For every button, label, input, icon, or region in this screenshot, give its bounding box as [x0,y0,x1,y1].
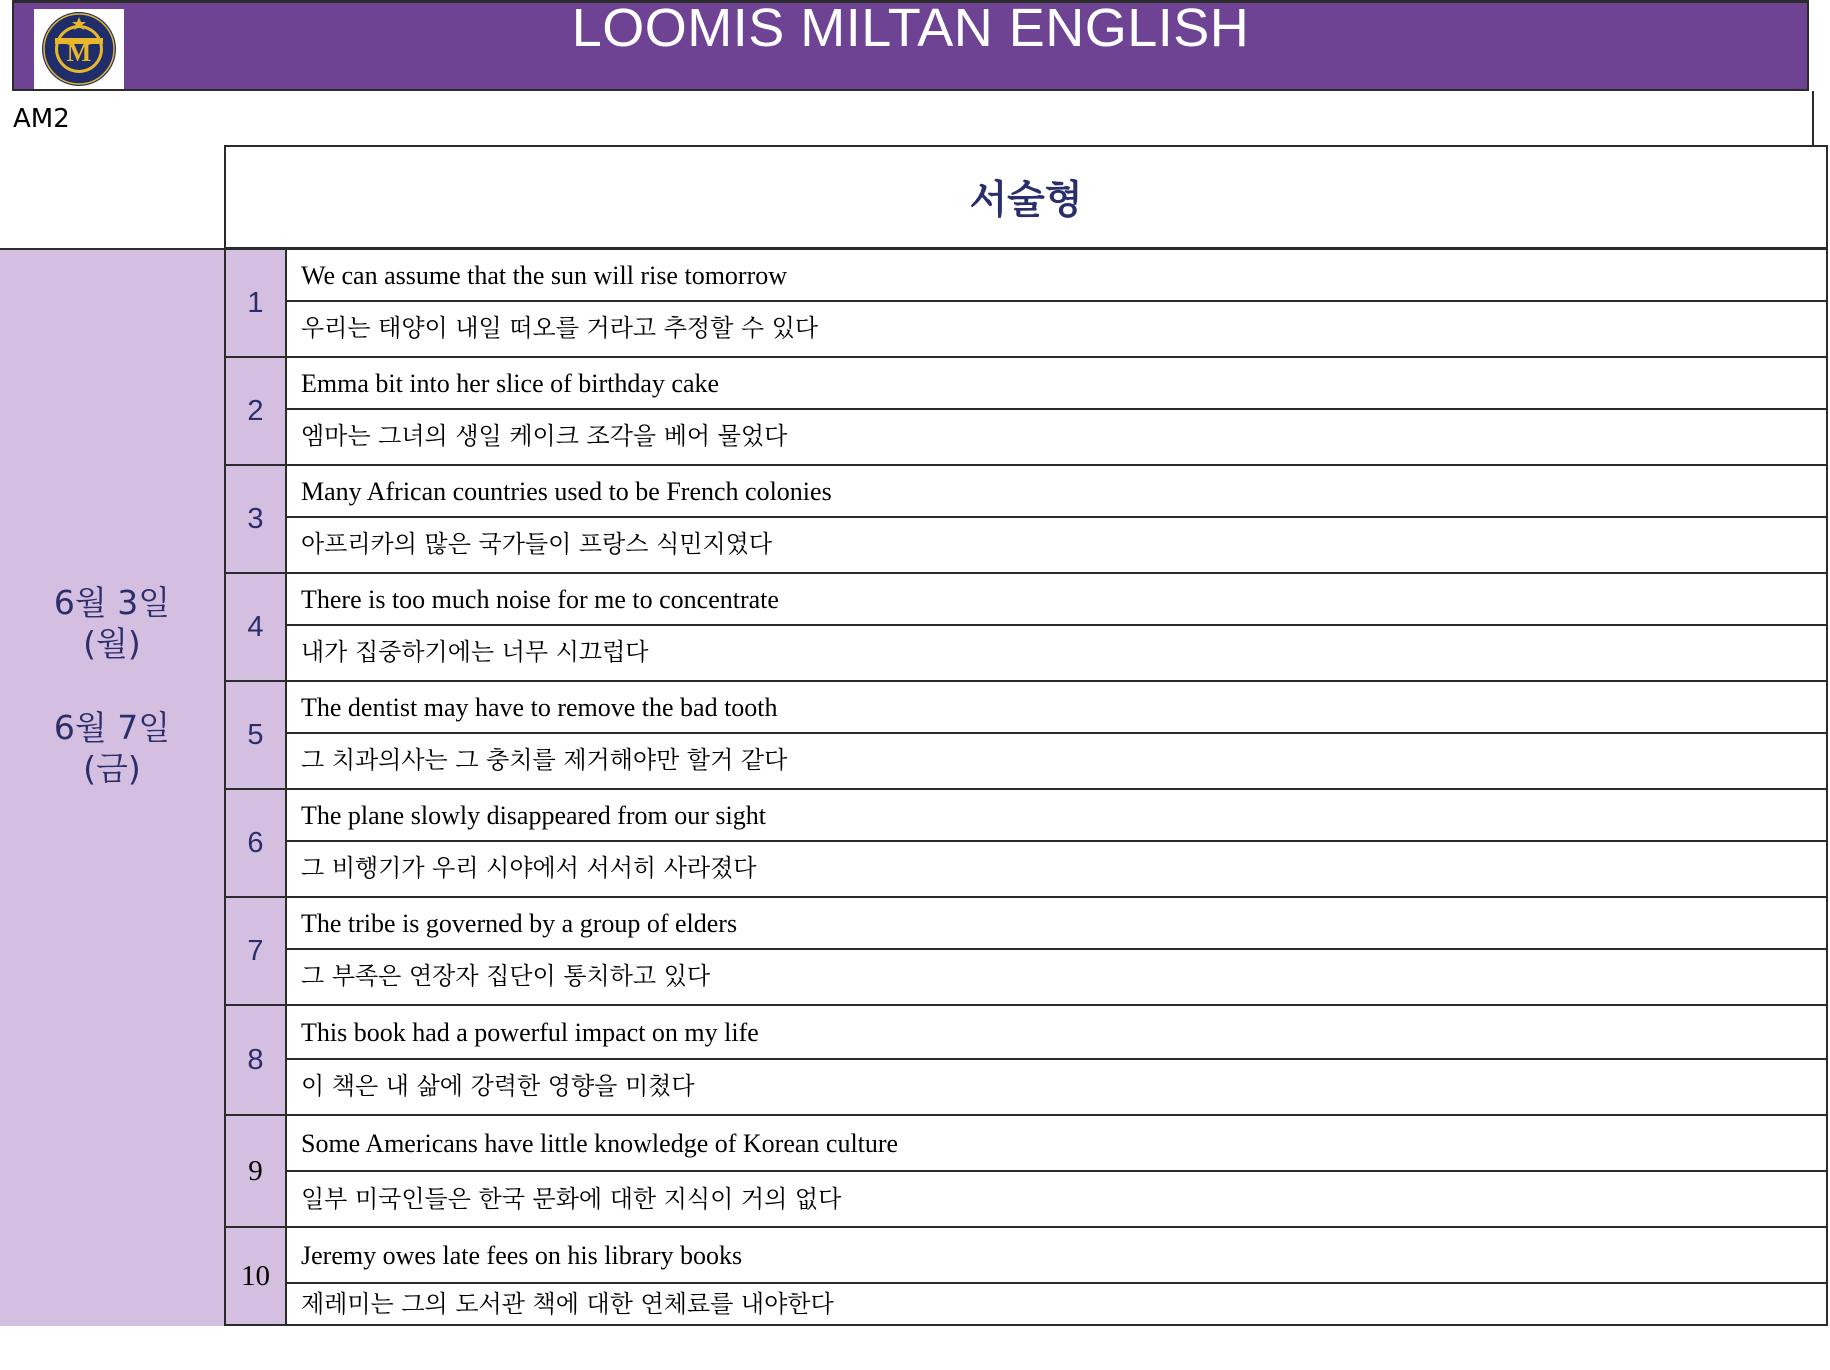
date-start [0,582,224,664]
korean-translation: 우리는 태양이 내일 떠오를 거라고 추정할 수 있다 [301,314,819,342]
item-number: 9 [226,1116,287,1226]
table-row [226,1228,1826,1324]
date-start-weekday: (월) [83,624,141,663]
korean-translation: 아프리카의 많은 국가들이 프랑스 식민지였다 [301,530,773,558]
table-row [226,1006,1826,1116]
header-band [12,0,1809,91]
date-start-day: 6월 3일 [53,583,171,622]
korean-translation: 그 치과의사는 그 충치를 제거해야만 할거 같다 [301,746,788,774]
english-sentence: The dentist may have to remove the bad tooth [287,682,1826,734]
sentence-table [224,248,1828,1326]
date-end-day: 6월 7일 [53,708,171,747]
english-sentence: The plane slowly disappeared from our sight [287,790,1826,842]
item-number: 7 [226,898,287,1004]
english-sentence: There is too much noise for me to concentrate [287,574,1826,626]
logo-seal-icon [34,9,124,89]
korean-translation: 엠마는 그녀의 생일 케이크 조각을 베어 물었다 [301,422,788,450]
date-column [0,248,224,1326]
section-title: 서술형 [969,178,1083,223]
table-row [226,358,1826,466]
korean-translation: 이 책은 내 삶에 강력한 영향을 미쳤다 [301,1072,695,1100]
korean-translation: 그 부족은 연장자 집단이 통치하고 있다 [301,962,711,990]
english-sentence: Some Americans have little knowledge of Korean culture [287,1116,1826,1172]
section-header [224,145,1828,249]
school-logo [34,9,124,89]
header-right-rule [1812,91,1814,146]
class-code: AM2 [13,104,70,134]
header-title: LOOMIS MILTAN ENGLISH [571,0,1250,58]
item-number: 1 [226,250,287,356]
item-number: 3 [226,466,287,572]
date-end [0,707,224,789]
svg-text:M: M [66,38,92,67]
item-number: 5 [226,682,287,788]
korean-translation: 일부 미국인들은 한국 문화에 대한 지식이 거의 없다 [301,1185,842,1213]
english-sentence: We can assume that the sun will rise tomorrow [287,250,1826,302]
item-number: 4 [226,574,287,680]
table-row [226,898,1826,1006]
date-end-weekday: (금) [83,749,141,788]
korean-translation: 그 비행기가 우리 시야에서 서서히 사라졌다 [301,854,757,882]
item-number: 8 [226,1006,287,1114]
item-number: 2 [226,358,287,464]
korean-translation: 제레미는 그의 도서관 책에 대한 연체료를 내야한다 [301,1290,834,1318]
item-number: 10 [226,1228,287,1324]
table-row [226,1116,1826,1228]
korean-translation: 내가 집중하기에는 너무 시끄럽다 [301,638,649,666]
english-sentence: Jeremy owes late fees on his library books [287,1228,1826,1284]
table-row [226,466,1826,574]
table-row [226,682,1826,790]
english-sentence: Many African countries used to be French colonies [287,466,1826,518]
english-sentence: This book had a powerful impact on my life [287,1006,1826,1060]
table-row [226,250,1826,358]
english-sentence: Emma bit into her slice of birthday cake [287,358,1826,410]
table-row [226,574,1826,682]
item-number: 6 [226,790,287,896]
english-sentence: The tribe is governed by a group of elders [287,898,1826,950]
table-row [226,790,1826,898]
